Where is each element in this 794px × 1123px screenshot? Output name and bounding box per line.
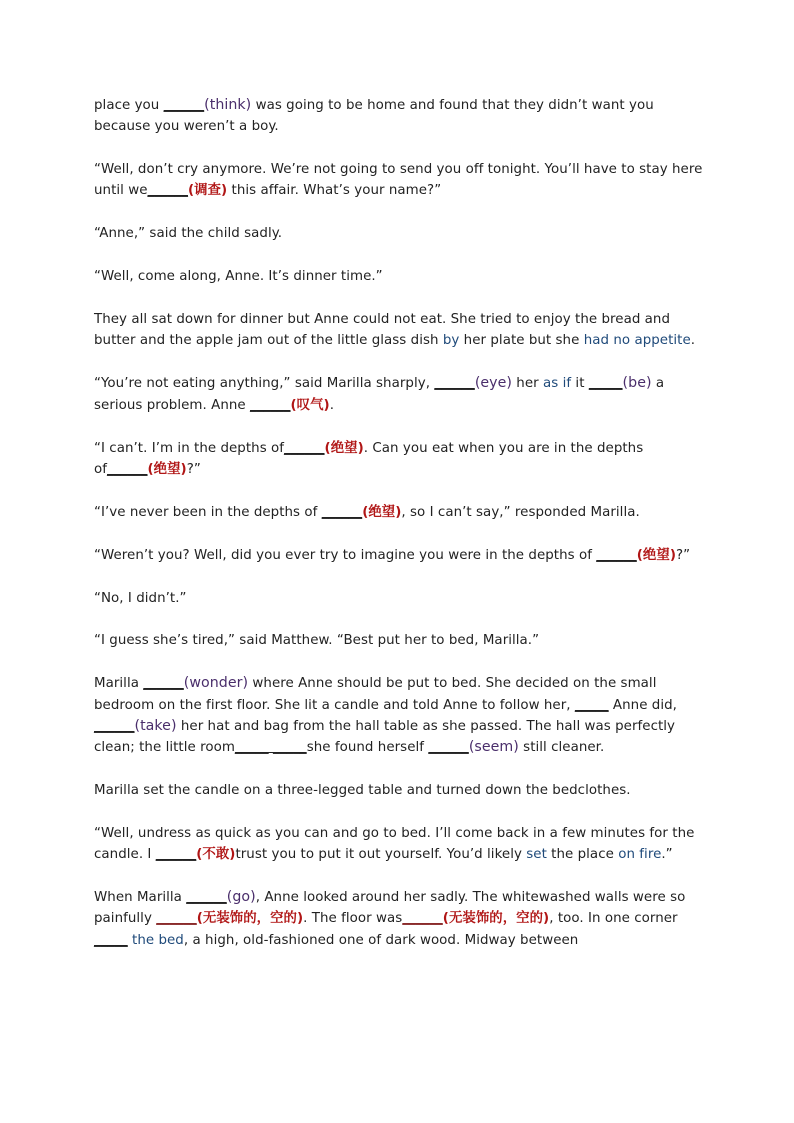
paragraph — [94, 159, 709, 202]
text-run: “Well, don’t cry anymore. We’re not going to send you off tonight. You’ll have to stay here until we — [94, 162, 703, 199]
text-run: , so I can’t say,” responded Marilla. — [401, 504, 640, 520]
text-run: her hat and bag from the hall table as she passed. The hall was perfectly clean; the little room — [94, 718, 676, 756]
word-hint: (wonder) — [183, 675, 249, 692]
paragraph — [94, 780, 709, 801]
text-run: , too. In one corner — [549, 911, 678, 927]
paragraph — [94, 95, 709, 138]
answer-blank: ______ — [107, 461, 148, 477]
text-run: she found herself — [306, 740, 429, 756]
text-run: Anne did, — [608, 697, 677, 713]
text-run: Marilla set the candle on a three-legged table and turned down the bedclothes. — [94, 783, 631, 799]
paragraph — [94, 630, 709, 651]
word-hint: (be) — [622, 375, 652, 392]
answer-blank: _____ — [574, 697, 609, 713]
text-run: the place — [546, 847, 619, 863]
text-run: “Anne,” said the child sadly. — [94, 226, 283, 242]
key-phrase: on fire — [618, 847, 662, 863]
text-run: . — [329, 397, 335, 413]
answer-blank: ______ — [163, 98, 205, 113]
answer-blank: _____ _____ — [234, 740, 307, 756]
answer-blank: ______ — [94, 718, 135, 734]
paragraph — [94, 266, 709, 287]
chinese-hint: (不敢) — [196, 847, 236, 863]
word-hint: (take) — [134, 717, 177, 734]
word-hint: (eye) — [474, 375, 512, 392]
paragraph — [94, 438, 709, 481]
text-run: .” — [661, 847, 673, 863]
paragraph — [94, 223, 709, 244]
text-run: , Anne looked around her sadly. The whitewashed walls were so painfully — [94, 890, 686, 927]
document-page — [94, 95, 709, 973]
text-run: “I guess she’s tired,” said Matthew. “Best put her to bed, Marilla.” — [94, 633, 540, 649]
text-run: “Weren’t you? Well, did you ever try to imagine you were in the depths of — [94, 547, 597, 563]
key-phrase: had no appetite — [583, 333, 691, 349]
answer-blank: ______ — [402, 911, 443, 927]
paragraph — [94, 673, 709, 758]
text-run: “Well, come along, Anne. It’s dinner time.” — [94, 269, 383, 285]
word-hint: (go) — [226, 889, 256, 906]
answer-blank: ______ — [250, 397, 291, 413]
text-run: “I can’t. I’m in the depths of — [94, 440, 285, 456]
text-run: Marilla — [94, 676, 144, 692]
text-run: “Well, undress as quick as you can and go to bed. I’ll come back in a few minutes for the candle. I — [94, 825, 695, 863]
paragraph — [94, 887, 709, 951]
text-run: When Marilla — [94, 890, 187, 906]
chinese-hint: (绝望) — [362, 504, 402, 520]
paragraph — [94, 823, 709, 866]
answer-blank: ______ — [155, 847, 197, 863]
key-phrase: the bed — [127, 932, 184, 948]
text-run: . The floor was — [303, 911, 403, 927]
text-run: “I’ve never been in the depths of — [94, 504, 322, 520]
paragraph — [94, 588, 709, 609]
text-run: trust you to put it out yourself. You’d likely — [235, 847, 527, 863]
answer-blank: ______ — [596, 547, 637, 563]
text-run: was going to be home and found that they didn’t want you because you weren’t a boy. — [94, 98, 654, 135]
text-run: a serious problem. Anne — [94, 376, 665, 413]
answer-blank: _____ — [94, 932, 128, 948]
text-run: . Can you eat when you are in the depths of — [94, 440, 644, 477]
chinese-hint: (无装饰的，空的) — [196, 911, 304, 927]
answer-blank: ______ — [321, 504, 363, 520]
chinese-hint: (绝望) — [324, 440, 364, 456]
text-run: “No, I didn’t.” — [94, 590, 187, 606]
chinese-hint: (无装饰的，空的) — [442, 911, 550, 927]
text-run: . — [690, 333, 696, 349]
answer-blank: ______ — [143, 676, 184, 692]
text-run: this affair. What’s your name?” — [227, 183, 442, 199]
word-hint: (seem) — [468, 739, 519, 756]
chinese-hint: (叹气) — [290, 397, 330, 413]
text-run: her — [512, 376, 543, 392]
chinese-hint: (绝望) — [636, 547, 676, 563]
text-run: her plate but she — [459, 333, 584, 349]
text-run: place you — [94, 98, 164, 113]
chinese-hint: (绝望) — [147, 461, 187, 477]
paragraph — [94, 545, 709, 566]
key-phrase: as if — [543, 376, 572, 392]
text-run: still cleaner. — [518, 740, 605, 756]
text-run: “You’re not eating anything,” said Marilla sharply, — [94, 376, 435, 392]
text-run: , a high, old-fashioned one of dark wood. Midway between — [183, 932, 579, 948]
text-run: it — [571, 376, 589, 392]
text-run: where Anne should be put to bed. She decided on the small bedroom on the first floor. She lit a candle and told Anne to follow her, — [94, 676, 657, 713]
answer-blank: ______ — [428, 740, 469, 756]
text-run: ?” — [676, 547, 691, 563]
paragraph — [94, 502, 709, 523]
answer-blank: ______ — [186, 890, 227, 906]
paragraph — [94, 373, 709, 416]
chinese-hint: (调查) — [188, 183, 228, 199]
key-phrase: set — [526, 847, 547, 863]
key-phrase: by — [442, 333, 460, 349]
answer-blank: _____ — [588, 376, 623, 392]
answer-blank: ______ — [156, 911, 197, 927]
paragraph — [94, 309, 709, 352]
answer-blank: ______ — [147, 183, 188, 199]
answer-blank: ______ — [434, 376, 475, 392]
word-hint: (think) — [204, 97, 252, 113]
text-run: ?” — [186, 461, 201, 477]
text-run: They all sat down for dinner but Anne could not eat. She tried to enjoy the bread and butter and the apple jam out of the little glass dish — [94, 312, 671, 349]
answer-blank: ______ — [284, 440, 325, 456]
